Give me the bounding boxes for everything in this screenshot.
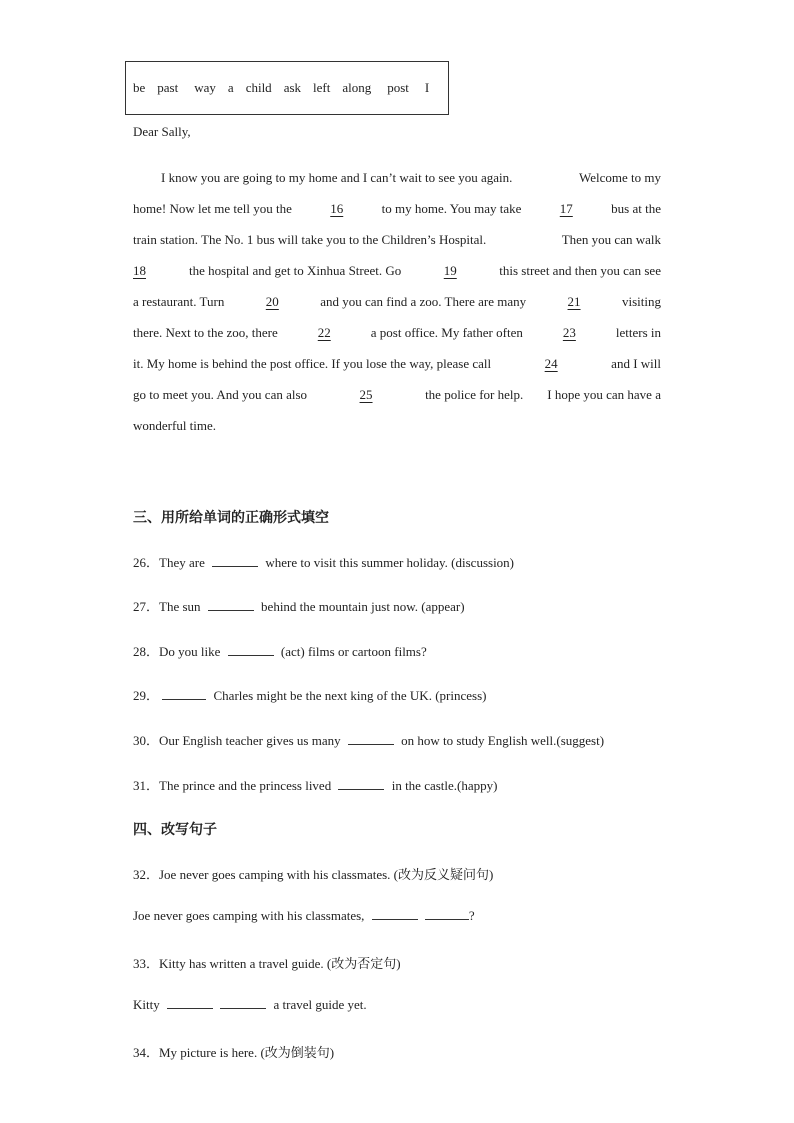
- letter-text: this street and then you can see: [499, 263, 661, 278]
- word-bank-item: along: [342, 80, 372, 95]
- letter-text: visiting: [621, 294, 661, 309]
- blank-24[interactable]: 24: [544, 356, 558, 371]
- question-number: 26．: [133, 555, 160, 570]
- letter-text: Then you can walk: [561, 232, 661, 247]
- section-3-title: 三、用所给单词的正确形式填空: [133, 510, 329, 526]
- letter-text: I hope you can have a: [547, 387, 661, 402]
- question-text: behind the mountain just now. (appear): [261, 599, 465, 614]
- letter-line-7: [133, 356, 661, 372]
- blank-23[interactable]: 23: [562, 325, 576, 340]
- answer-blank[interactable]: [425, 909, 469, 920]
- answer-text: a travel guide yet.: [273, 997, 367, 1012]
- answer-text: Joe never goes camping with his classmates,: [133, 908, 365, 923]
- letter-text: the hospital and get to Xinhua Street. Go: [188, 263, 402, 278]
- letter-text: train station. The No. 1 bus will take you to the Children’s Hospital.: [133, 232, 487, 247]
- word-bank-item: way: [194, 80, 216, 95]
- question-text: (act) films or cartoon films?: [280, 644, 427, 659]
- question-text: Our English teacher gives us many: [159, 733, 341, 748]
- word-bank-item: child: [245, 80, 272, 95]
- blank-19[interactable]: 19: [443, 263, 457, 278]
- question-31: [133, 775, 497, 794]
- letter-line-2: [133, 201, 661, 217]
- answer-33: [133, 997, 367, 1013]
- question-text: The sun: [159, 599, 201, 614]
- question-30: [133, 730, 604, 749]
- question-text: The prince and the princess lived: [159, 778, 332, 793]
- letter-line-9: [133, 418, 661, 434]
- word-bank-box: [125, 61, 449, 115]
- question-number: 28．: [133, 644, 160, 659]
- question-number: 29．: [133, 688, 160, 703]
- word-bank-item: ask: [283, 80, 302, 95]
- letter-line-6: [133, 325, 661, 341]
- letter-line-4: [133, 263, 661, 279]
- question-text: on how to study English well.(suggest): [401, 733, 605, 748]
- letter-text: bus at the: [611, 201, 661, 216]
- answer-text: Kitty: [133, 997, 160, 1012]
- question-29: [133, 685, 486, 704]
- letter-text: and I will: [611, 356, 661, 371]
- answer-blank[interactable]: [338, 779, 384, 790]
- question-number: 31．: [133, 778, 160, 793]
- letter-line-8: [133, 387, 661, 403]
- word-bank-item: post: [387, 80, 409, 95]
- letter-text: it. My home is behind the post office. If you lose the way, please call: [133, 356, 492, 371]
- answer-blank[interactable]: [228, 645, 274, 656]
- question-28: [133, 641, 427, 660]
- answer-blank[interactable]: [167, 998, 213, 1009]
- letter-text: to my home. You may take: [381, 201, 522, 216]
- question-27: [133, 596, 465, 615]
- blank-20[interactable]: 20: [265, 294, 279, 309]
- letter-text: letters in: [615, 325, 661, 340]
- question-33: 33．Kitty has written a travel guide. (改为否定句): [133, 956, 401, 971]
- letter-text: a restaurant. Turn: [133, 294, 225, 309]
- letter-line-5: [133, 294, 661, 310]
- letter-text: wonderful time.: [133, 418, 217, 433]
- letter-text: a post office. My father often: [370, 325, 523, 340]
- question-number: 30．: [133, 733, 160, 748]
- blank-16[interactable]: 16: [330, 201, 344, 216]
- blank-22[interactable]: 22: [317, 325, 331, 340]
- blank-21[interactable]: 21: [567, 294, 581, 309]
- letter-text: and you can find a zoo. There are many: [320, 294, 527, 309]
- answer-text: ?: [468, 908, 475, 923]
- letter-line-3: [133, 232, 661, 248]
- answer-blank[interactable]: [212, 556, 258, 567]
- letter-greeting: Dear Sally,: [133, 124, 191, 139]
- letter-text: Welcome to my: [579, 170, 661, 185]
- letter-line-1: [161, 170, 661, 186]
- letter-text: I know you are going to my home and I can’t wait to see you again.: [161, 170, 513, 185]
- word-bank-item: past: [157, 80, 179, 95]
- word-bank-item: left: [313, 80, 331, 95]
- word-bank-item: I: [424, 80, 430, 95]
- blank-17[interactable]: 17: [559, 201, 573, 216]
- letter-text: go to meet you. And you can also: [133, 387, 308, 402]
- question-26: [133, 552, 514, 571]
- answer-blank[interactable]: [348, 734, 394, 745]
- question-32: 32．Joe never goes camping with his classmates. (改为反义疑问句): [133, 867, 494, 882]
- word-bank-item: a: [227, 80, 234, 95]
- letter-text: home! Now let me tell you the: [133, 201, 292, 216]
- question-text: They are: [159, 555, 205, 570]
- answer-blank[interactable]: [208, 600, 254, 611]
- answer-blank[interactable]: [372, 909, 418, 920]
- question-34: 34．My picture is here. (改为倒装句): [133, 1045, 335, 1060]
- section-4-title: 四、改写句子: [133, 822, 217, 838]
- question-text: Charles might be the next king of the UK. (princess): [213, 688, 487, 703]
- letter-text: there. Next to the zoo, there: [133, 325, 278, 340]
- answer-blank[interactable]: [162, 689, 206, 700]
- answer-blank[interactable]: [220, 998, 266, 1009]
- letter-text: the police for help.: [425, 387, 524, 402]
- question-number: 27．: [133, 599, 160, 614]
- question-text: Do you like: [159, 644, 221, 659]
- blank-18[interactable]: 18: [133, 263, 146, 278]
- word-bank-item: be: [133, 80, 146, 95]
- answer-32: [133, 908, 475, 924]
- question-text: where to visit this summer holiday. (discussion): [265, 555, 515, 570]
- question-text: in the castle.(happy): [391, 778, 498, 793]
- blank-25[interactable]: 25: [359, 387, 373, 402]
